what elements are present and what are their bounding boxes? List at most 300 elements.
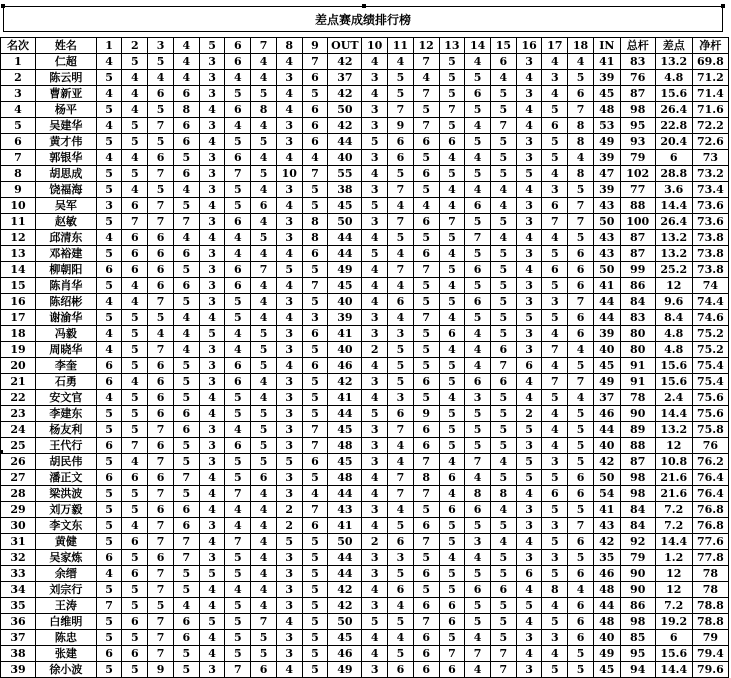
rank-cell: 36 bbox=[1, 614, 36, 630]
score-cell: 5 bbox=[439, 518, 465, 534]
score-cell: 7 bbox=[491, 118, 517, 134]
score-cell: 5 bbox=[251, 326, 277, 342]
score-cell: 5 bbox=[568, 358, 594, 374]
score-cell: 102 bbox=[620, 166, 655, 182]
table-row bbox=[1, 550, 729, 566]
score-cell: 5 bbox=[225, 390, 251, 406]
score-cell: 5 bbox=[439, 406, 465, 422]
score-cell: 3 bbox=[516, 54, 542, 70]
column-header: 姓名 bbox=[36, 38, 97, 54]
column-header: 3 bbox=[148, 38, 174, 54]
score-cell: 5 bbox=[225, 470, 251, 486]
score-cell: 2 bbox=[516, 406, 542, 422]
score-cell: 6 bbox=[568, 534, 594, 550]
table-row bbox=[1, 646, 729, 662]
score-cell: 4 bbox=[251, 70, 277, 86]
score-cell: 86 bbox=[620, 278, 655, 294]
score-cell: 3 bbox=[276, 326, 302, 342]
score-cell: 5 bbox=[122, 630, 148, 646]
score-cell: 5 bbox=[173, 262, 199, 278]
score-cell: 5 bbox=[568, 230, 594, 246]
score-cell: 89 bbox=[620, 422, 655, 438]
score-cell: 4 bbox=[251, 566, 277, 582]
score-cell: 4 bbox=[96, 230, 122, 246]
column-header: 名次 bbox=[1, 38, 36, 54]
score-cell: 4 bbox=[516, 646, 542, 662]
score-cell: 7 bbox=[413, 310, 439, 326]
score-cell: 7 bbox=[465, 646, 491, 662]
score-cell: 3 bbox=[516, 198, 542, 214]
score-cell: 4 bbox=[465, 118, 491, 134]
score-cell: 4 bbox=[251, 550, 277, 566]
table-header-row bbox=[1, 38, 729, 54]
score-cell: 4 bbox=[465, 342, 491, 358]
score-cell: 76.8 bbox=[692, 518, 728, 534]
score-cell: 4 bbox=[173, 54, 199, 70]
table-row bbox=[1, 422, 729, 438]
score-cell: 5 bbox=[173, 390, 199, 406]
rank-cell: 33 bbox=[1, 566, 36, 582]
score-cell: 4 bbox=[491, 198, 517, 214]
score-cell: 6 bbox=[516, 566, 542, 582]
score-cell: 5 bbox=[516, 470, 542, 486]
score-cell: 7 bbox=[413, 614, 439, 630]
score-cell: 4 bbox=[276, 86, 302, 102]
score-cell: 7 bbox=[148, 614, 174, 630]
score-cell: 88 bbox=[620, 198, 655, 214]
score-cell: 4 bbox=[276, 102, 302, 118]
score-cell: 4 bbox=[568, 342, 594, 358]
score-cell: 6 bbox=[96, 550, 122, 566]
score-cell: 3 bbox=[516, 86, 542, 102]
score-cell: 5 bbox=[465, 438, 491, 454]
score-cell: 3 bbox=[516, 294, 542, 310]
score-cell: 6 bbox=[439, 598, 465, 614]
score-cell: 3 bbox=[199, 86, 225, 102]
score-cell: 5 bbox=[251, 630, 277, 646]
score-cell: 47 bbox=[593, 166, 620, 182]
score-cell: 4 bbox=[199, 598, 225, 614]
score-cell: 6 bbox=[148, 550, 174, 566]
score-cell: 6 bbox=[491, 342, 517, 358]
score-cell: 73.8 bbox=[692, 230, 728, 246]
name-cell: 王涛 bbox=[36, 598, 97, 614]
selection-handle[interactable] bbox=[1, 4, 5, 8]
score-cell: 3 bbox=[199, 214, 225, 230]
score-cell: 6 bbox=[122, 646, 148, 662]
score-cell: 4 bbox=[225, 230, 251, 246]
score-cell: 3 bbox=[199, 262, 225, 278]
selection-handle[interactable] bbox=[721, 4, 725, 8]
score-cell: 5 bbox=[276, 454, 302, 470]
table-row bbox=[1, 102, 729, 118]
score-cell: 7 bbox=[388, 262, 414, 278]
score-cell: 4 bbox=[251, 246, 277, 262]
score-cell: 3 bbox=[542, 550, 568, 566]
score-cell: 3 bbox=[96, 198, 122, 214]
score-cell: 6 bbox=[655, 630, 692, 646]
rank-cell: 18 bbox=[1, 326, 36, 342]
score-cell: 4 bbox=[362, 358, 388, 374]
score-cell: 5 bbox=[225, 406, 251, 422]
score-cell: 78.8 bbox=[692, 614, 728, 630]
name-cell: 柳朝阳 bbox=[36, 262, 97, 278]
score-cell: 4 bbox=[388, 438, 414, 454]
score-cell: 4 bbox=[516, 534, 542, 550]
score-cell: 98 bbox=[620, 614, 655, 630]
score-cell: 5 bbox=[388, 614, 414, 630]
score-cell: 5 bbox=[302, 582, 328, 598]
score-cell: 88 bbox=[620, 438, 655, 454]
score-cell: 3 bbox=[542, 70, 568, 86]
score-cell: 3 bbox=[362, 214, 388, 230]
score-cell: 13.2 bbox=[655, 246, 692, 262]
ranking-table bbox=[0, 37, 729, 678]
score-cell: 74 bbox=[692, 278, 728, 294]
score-cell: 40 bbox=[328, 342, 362, 358]
table-row bbox=[1, 502, 729, 518]
table-row bbox=[1, 246, 729, 262]
score-cell: 8 bbox=[413, 470, 439, 486]
score-cell: 4 bbox=[439, 486, 465, 502]
score-cell: 39 bbox=[593, 326, 620, 342]
rank-cell: 9 bbox=[1, 182, 36, 198]
score-cell: 7 bbox=[122, 438, 148, 454]
score-cell: 4 bbox=[362, 582, 388, 598]
score-cell: 4 bbox=[362, 486, 388, 502]
rank-cell: 30 bbox=[1, 518, 36, 534]
score-cell: 7 bbox=[568, 102, 594, 118]
rank-cell: 14 bbox=[1, 262, 36, 278]
score-cell: 21.6 bbox=[655, 486, 692, 502]
score-cell: 7 bbox=[173, 550, 199, 566]
table-row bbox=[1, 326, 729, 342]
score-cell: 95 bbox=[620, 118, 655, 134]
score-cell: 3 bbox=[199, 518, 225, 534]
rank-cell: 6 bbox=[1, 134, 36, 150]
column-header: 13 bbox=[439, 38, 465, 54]
score-cell: 4 bbox=[96, 118, 122, 134]
score-cell: 4 bbox=[542, 646, 568, 662]
table-row bbox=[1, 374, 729, 390]
score-cell: 3 bbox=[276, 230, 302, 246]
score-cell: 4 bbox=[362, 630, 388, 646]
score-cell: 5 bbox=[388, 566, 414, 582]
score-cell: 4 bbox=[542, 166, 568, 182]
score-cell: 4 bbox=[388, 198, 414, 214]
score-cell: 4 bbox=[465, 630, 491, 646]
score-cell: 75.2 bbox=[692, 342, 728, 358]
rank-cell: 28 bbox=[1, 486, 36, 502]
score-cell: 5 bbox=[251, 166, 277, 182]
score-cell: 4 bbox=[388, 630, 414, 646]
score-cell: 15.6 bbox=[655, 358, 692, 374]
score-cell: 5 bbox=[491, 102, 517, 118]
score-cell: 6 bbox=[148, 150, 174, 166]
score-cell: 4 bbox=[173, 182, 199, 198]
rank-cell: 1 bbox=[1, 54, 36, 70]
score-cell: 4 bbox=[122, 182, 148, 198]
score-cell: 3 bbox=[199, 150, 225, 166]
score-cell: 5 bbox=[568, 182, 594, 198]
score-cell: 84 bbox=[620, 294, 655, 310]
score-cell: 3 bbox=[362, 326, 388, 342]
rank-cell: 19 bbox=[1, 342, 36, 358]
score-cell: 5 bbox=[388, 86, 414, 102]
score-cell: 6 bbox=[148, 262, 174, 278]
score-cell: 6 bbox=[225, 150, 251, 166]
score-cell: 7 bbox=[413, 486, 439, 502]
score-cell: 6 bbox=[388, 662, 414, 678]
score-cell: 3 bbox=[276, 182, 302, 198]
score-cell: 4 bbox=[465, 662, 491, 678]
score-cell: 5 bbox=[439, 70, 465, 86]
score-cell: 75.6 bbox=[692, 390, 728, 406]
score-cell: 5 bbox=[491, 550, 517, 566]
score-cell: 3 bbox=[276, 70, 302, 86]
score-cell: 4 bbox=[276, 614, 302, 630]
score-cell: 72.2 bbox=[692, 118, 728, 134]
score-cell: 5 bbox=[96, 534, 122, 550]
score-cell: 45 bbox=[328, 454, 362, 470]
score-cell: 3 bbox=[199, 182, 225, 198]
score-cell: 5 bbox=[148, 134, 174, 150]
score-cell: 8 bbox=[542, 582, 568, 598]
score-cell: 3 bbox=[199, 438, 225, 454]
score-cell: 4 bbox=[251, 150, 277, 166]
score-cell: 73 bbox=[692, 150, 728, 166]
score-cell: 6 bbox=[251, 662, 277, 678]
page-title: 差点赛成绩排行榜 bbox=[3, 6, 723, 32]
score-cell: 3 bbox=[362, 454, 388, 470]
score-cell: 5 bbox=[148, 310, 174, 326]
score-cell: 44 bbox=[328, 550, 362, 566]
name-cell: 黄才伟 bbox=[36, 134, 97, 150]
score-cell: 73.4 bbox=[692, 182, 728, 198]
score-cell: 4 bbox=[199, 502, 225, 518]
score-cell: 5 bbox=[96, 214, 122, 230]
score-cell: 3 bbox=[516, 662, 542, 678]
rank-cell: 34 bbox=[1, 582, 36, 598]
score-cell: 5 bbox=[542, 614, 568, 630]
score-cell: 7 bbox=[173, 534, 199, 550]
score-cell: 44 bbox=[328, 406, 362, 422]
score-cell: 5 bbox=[439, 86, 465, 102]
score-cell: 6 bbox=[465, 294, 491, 310]
score-cell: 4 bbox=[276, 662, 302, 678]
score-cell: 6 bbox=[122, 198, 148, 214]
score-cell: 3 bbox=[362, 598, 388, 614]
score-cell: 6 bbox=[96, 438, 122, 454]
score-cell: 4 bbox=[465, 470, 491, 486]
score-cell: 6 bbox=[413, 374, 439, 390]
score-cell: 3 bbox=[516, 214, 542, 230]
rank-cell: 23 bbox=[1, 406, 36, 422]
score-cell: 5 bbox=[251, 646, 277, 662]
score-cell: 90 bbox=[620, 566, 655, 582]
score-cell: 4 bbox=[388, 246, 414, 262]
score-cell: 4 bbox=[225, 582, 251, 598]
score-cell: 3 bbox=[276, 342, 302, 358]
score-cell: 6 bbox=[439, 470, 465, 486]
score-cell: 6 bbox=[413, 566, 439, 582]
score-cell: 6 bbox=[302, 102, 328, 118]
score-cell: 7 bbox=[302, 422, 328, 438]
score-cell: 6 bbox=[465, 582, 491, 598]
score-cell: 46 bbox=[328, 358, 362, 374]
score-cell: 5 bbox=[96, 246, 122, 262]
score-cell: 98 bbox=[620, 486, 655, 502]
score-cell: 6 bbox=[251, 470, 277, 486]
score-cell: 4 bbox=[251, 390, 277, 406]
score-cell: 3 bbox=[199, 662, 225, 678]
score-cell: 5 bbox=[302, 646, 328, 662]
name-cell: 赵敏 bbox=[36, 214, 97, 230]
score-cell: 4 bbox=[122, 102, 148, 118]
score-cell: 26.4 bbox=[655, 102, 692, 118]
score-cell: 4 bbox=[362, 518, 388, 534]
score-cell: 6 bbox=[302, 134, 328, 150]
rank-cell: 29 bbox=[1, 502, 36, 518]
score-cell: 5 bbox=[413, 294, 439, 310]
score-cell: 4 bbox=[362, 390, 388, 406]
score-cell: 4 bbox=[542, 230, 568, 246]
score-cell: 4 bbox=[251, 534, 277, 550]
score-cell: 6 bbox=[388, 406, 414, 422]
score-cell: 6 bbox=[302, 326, 328, 342]
score-cell: 4 bbox=[439, 182, 465, 198]
score-cell: 7 bbox=[439, 646, 465, 662]
score-cell: 5 bbox=[173, 358, 199, 374]
score-cell: 7 bbox=[388, 422, 414, 438]
score-cell: 49 bbox=[593, 374, 620, 390]
score-cell: 5 bbox=[413, 182, 439, 198]
score-cell: 7 bbox=[148, 486, 174, 502]
score-cell: 5 bbox=[439, 582, 465, 598]
score-cell: 37 bbox=[328, 70, 362, 86]
score-cell: 5 bbox=[96, 630, 122, 646]
score-cell: 3 bbox=[542, 454, 568, 470]
score-cell: 4 bbox=[465, 150, 491, 166]
score-cell: 5 bbox=[542, 566, 568, 582]
score-cell: 6 bbox=[148, 390, 174, 406]
score-cell: 4 bbox=[148, 326, 174, 342]
table-row bbox=[1, 262, 729, 278]
score-cell: 6 bbox=[148, 470, 174, 486]
score-cell: 49 bbox=[593, 646, 620, 662]
score-cell: 5 bbox=[122, 550, 148, 566]
score-cell: 4 bbox=[276, 358, 302, 374]
score-cell: 5 bbox=[302, 406, 328, 422]
column-header: 5 bbox=[199, 38, 225, 54]
score-cell: 3 bbox=[276, 566, 302, 582]
score-cell: 4 bbox=[439, 550, 465, 566]
score-cell: 4 bbox=[251, 374, 277, 390]
score-cell: 3 bbox=[276, 550, 302, 566]
score-cell: 5 bbox=[439, 166, 465, 182]
score-cell: 7 bbox=[122, 214, 148, 230]
score-cell: 3 bbox=[542, 630, 568, 646]
score-cell: 5 bbox=[362, 134, 388, 150]
name-cell: 胡思成 bbox=[36, 166, 97, 182]
score-cell: 49 bbox=[593, 134, 620, 150]
rank-cell: 26 bbox=[1, 454, 36, 470]
score-cell: 83 bbox=[620, 310, 655, 326]
score-cell: 5 bbox=[173, 662, 199, 678]
score-cell: 4 bbox=[362, 646, 388, 662]
score-cell: 6 bbox=[96, 470, 122, 486]
score-cell: 6 bbox=[148, 374, 174, 390]
rank-cell: 2 bbox=[1, 70, 36, 86]
score-cell: 6 bbox=[173, 518, 199, 534]
table-row bbox=[1, 534, 729, 550]
score-cell: 4 bbox=[516, 102, 542, 118]
score-cell: 5 bbox=[96, 406, 122, 422]
column-header: OUT bbox=[328, 38, 362, 54]
selection-handle[interactable] bbox=[362, 4, 366, 8]
score-cell: 4 bbox=[96, 342, 122, 358]
score-cell: 3 bbox=[276, 214, 302, 230]
score-cell: 3 bbox=[388, 326, 414, 342]
score-cell: 6 bbox=[413, 134, 439, 150]
score-cell: 5 bbox=[491, 150, 517, 166]
score-cell: 3 bbox=[362, 150, 388, 166]
score-cell: 5 bbox=[465, 278, 491, 294]
score-cell: 5 bbox=[199, 326, 225, 342]
score-cell: 84 bbox=[620, 518, 655, 534]
score-cell: 6 bbox=[388, 582, 414, 598]
score-cell: 7.2 bbox=[655, 502, 692, 518]
score-cell: 12 bbox=[655, 278, 692, 294]
score-cell: 4 bbox=[96, 294, 122, 310]
score-cell: 5 bbox=[542, 102, 568, 118]
score-cell: 6 bbox=[491, 374, 517, 390]
score-cell: 37 bbox=[593, 390, 620, 406]
score-cell: 5 bbox=[542, 150, 568, 166]
score-cell: 4 bbox=[362, 54, 388, 70]
score-cell: 3 bbox=[388, 550, 414, 566]
score-cell: 4 bbox=[225, 246, 251, 262]
score-cell: 4.8 bbox=[655, 342, 692, 358]
score-cell: 3 bbox=[465, 534, 491, 550]
score-cell: 5 bbox=[96, 454, 122, 470]
score-cell: 4 bbox=[173, 326, 199, 342]
score-cell: 3 bbox=[516, 630, 542, 646]
score-cell: 50 bbox=[328, 214, 362, 230]
score-cell: 6 bbox=[225, 262, 251, 278]
rank-cell: 17 bbox=[1, 310, 36, 326]
score-cell: 5 bbox=[122, 54, 148, 70]
score-cell: 2.4 bbox=[655, 390, 692, 406]
score-cell: 77 bbox=[620, 182, 655, 198]
score-cell: 45 bbox=[593, 662, 620, 678]
score-cell: 4 bbox=[516, 582, 542, 598]
score-cell: 4 bbox=[362, 262, 388, 278]
score-cell: 4 bbox=[276, 278, 302, 294]
rank-cell: 8 bbox=[1, 166, 36, 182]
score-cell: 14.4 bbox=[655, 534, 692, 550]
score-cell: 6 bbox=[655, 150, 692, 166]
score-cell: 5 bbox=[96, 518, 122, 534]
score-cell: 4 bbox=[199, 134, 225, 150]
score-cell: 93 bbox=[620, 134, 655, 150]
score-cell: 42 bbox=[328, 582, 362, 598]
score-cell: 6 bbox=[173, 278, 199, 294]
score-cell: 7 bbox=[465, 230, 491, 246]
score-cell: 7 bbox=[173, 214, 199, 230]
score-cell: 4 bbox=[491, 454, 517, 470]
score-cell: 5 bbox=[388, 342, 414, 358]
